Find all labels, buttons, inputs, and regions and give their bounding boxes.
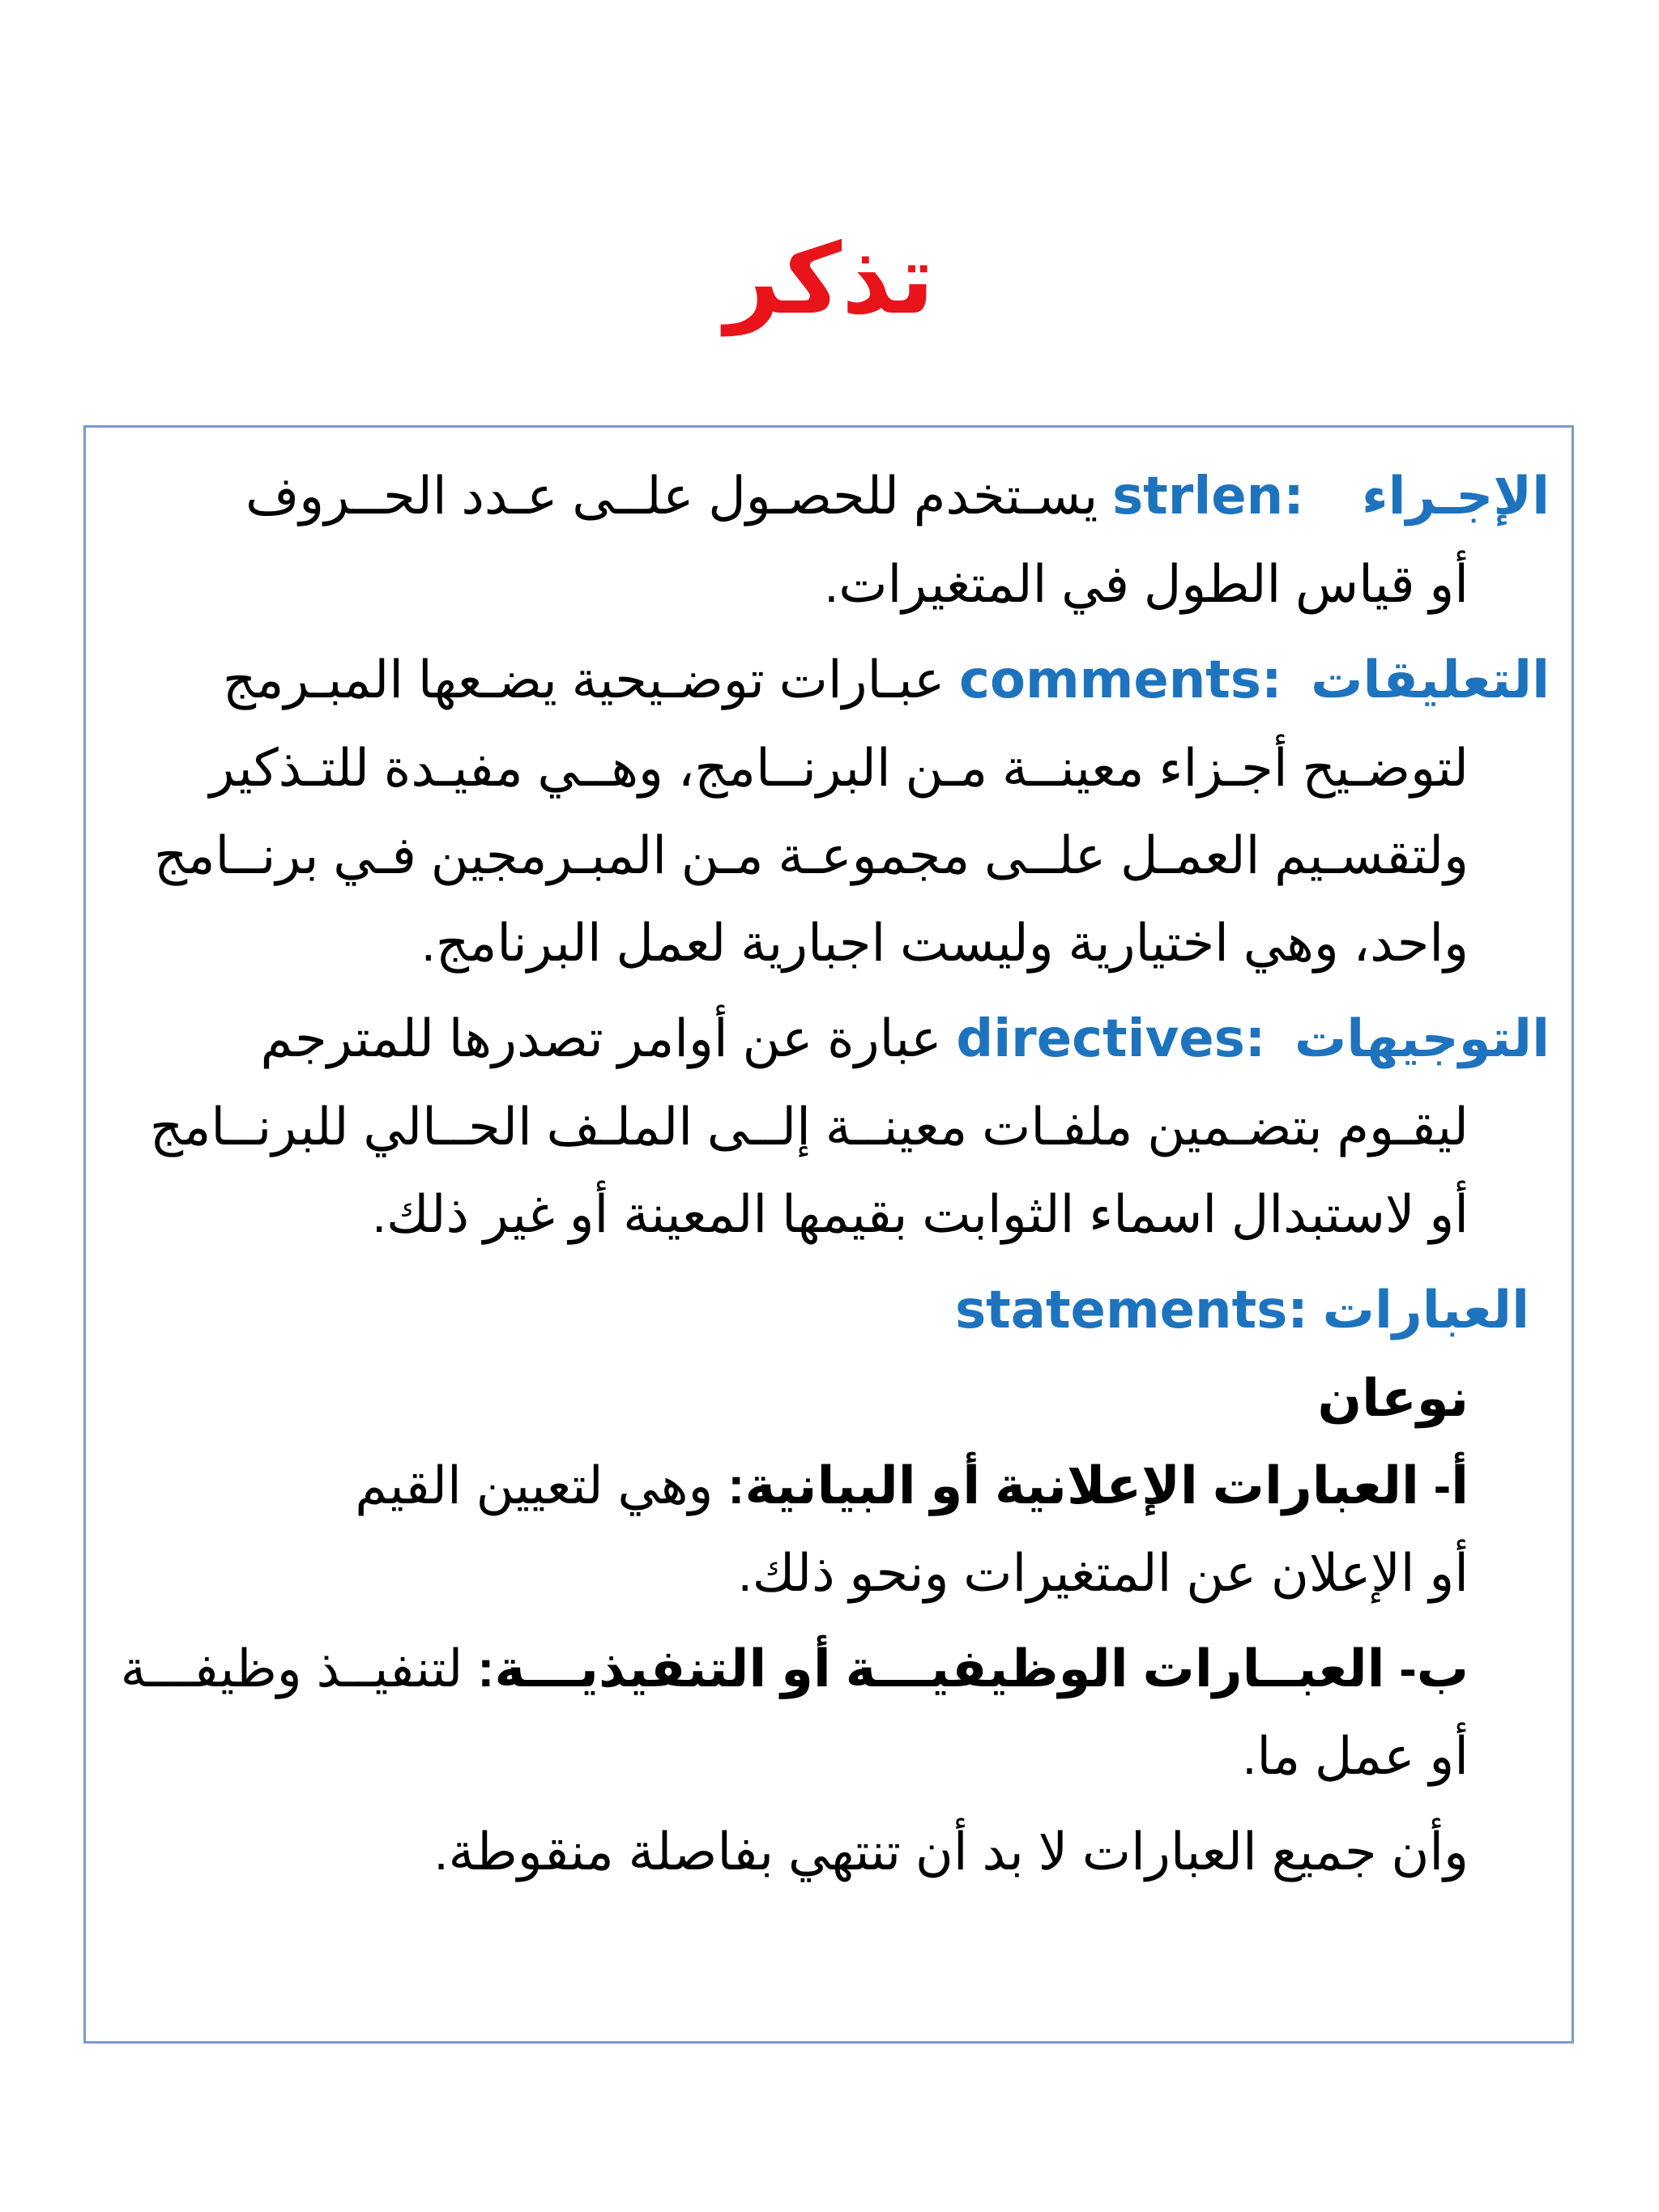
comments-line-3: ولتقسـيم العمـل علــى مجموعـة مـن المبـرمجين فـي برنــامج bbox=[153, 826, 1469, 884]
content-body bbox=[108, 452, 1550, 1895]
statement-type-a-line-2: أو الإعلان عن المتغيرات ونحو ذلك. bbox=[737, 1544, 1469, 1602]
directives-term-arabic: التوجيهات bbox=[1294, 1009, 1550, 1068]
strlen-term-arabic: الإجـراء bbox=[1361, 467, 1550, 525]
page-title: تذكر bbox=[724, 225, 935, 334]
directives-line-2: ليقـوم بتضـمين ملفـات معينــة إلــى الملـف الحــالي للبرنــامج bbox=[149, 1097, 1469, 1156]
section-statements bbox=[108, 1266, 1550, 1895]
content-box bbox=[83, 425, 1574, 2044]
section-comments bbox=[108, 636, 1550, 987]
strlen-term-english: strlen: bbox=[1112, 467, 1304, 526]
comments-term-arabic: التعليقات bbox=[1311, 650, 1550, 709]
statement-type-b-label: ب- العبــارات الوظيفيـــة أو التنفيذيـــة: bbox=[477, 1639, 1469, 1698]
comments-line-1: عبـارات توضـيحية يضـعها المبـرمج bbox=[222, 650, 945, 709]
statement-type-a-text: وهي لتعيين القيم bbox=[355, 1456, 714, 1515]
directives-term-english: directives: bbox=[956, 1009, 1266, 1069]
strlen-line-2: أو قياس الطول في المتغيرات. bbox=[824, 555, 1469, 613]
section-directives bbox=[108, 995, 1550, 1258]
statements-closing-note: وأن جميع العبارات لا بد أن تنتهي بفاصلة منقوطة. bbox=[433, 1822, 1469, 1881]
statements-types-heading: نوعان bbox=[1317, 1369, 1469, 1427]
statements-term-arabic: العبارات bbox=[1322, 1281, 1529, 1339]
directives-line-3: أو لاستبدال اسماء الثوابت بقيمها المعينة أو غير ذلك. bbox=[372, 1185, 1469, 1243]
statement-type-a-label: أ- العبارات الإعلانية أو البيانية: bbox=[727, 1456, 1469, 1515]
statement-type-b-text: لتنفيــذ وظيفـــة bbox=[120, 1639, 463, 1698]
statements-term-english: statements: bbox=[955, 1281, 1308, 1340]
statement-type-b-line-2: أو عمل ما. bbox=[1242, 1727, 1469, 1785]
strlen-line-1: يسـتخدم للحصـول علــى عـدد الحــروف bbox=[245, 467, 1098, 525]
comments-term-english: comments: bbox=[959, 650, 1282, 710]
comments-line-2: لتوضـيح أجـزاء معينــة مـن البرنــامج، وهــي مفيـدة للتـذكير bbox=[209, 739, 1469, 797]
directives-line-1: عبارة عن أوامر تصدرها للمترجم bbox=[260, 1009, 942, 1068]
section-strlen bbox=[108, 452, 1550, 628]
comments-line-4: واحد، وهي اختيارية وليست اجبارية لعمل البرنامج. bbox=[421, 914, 1469, 972]
